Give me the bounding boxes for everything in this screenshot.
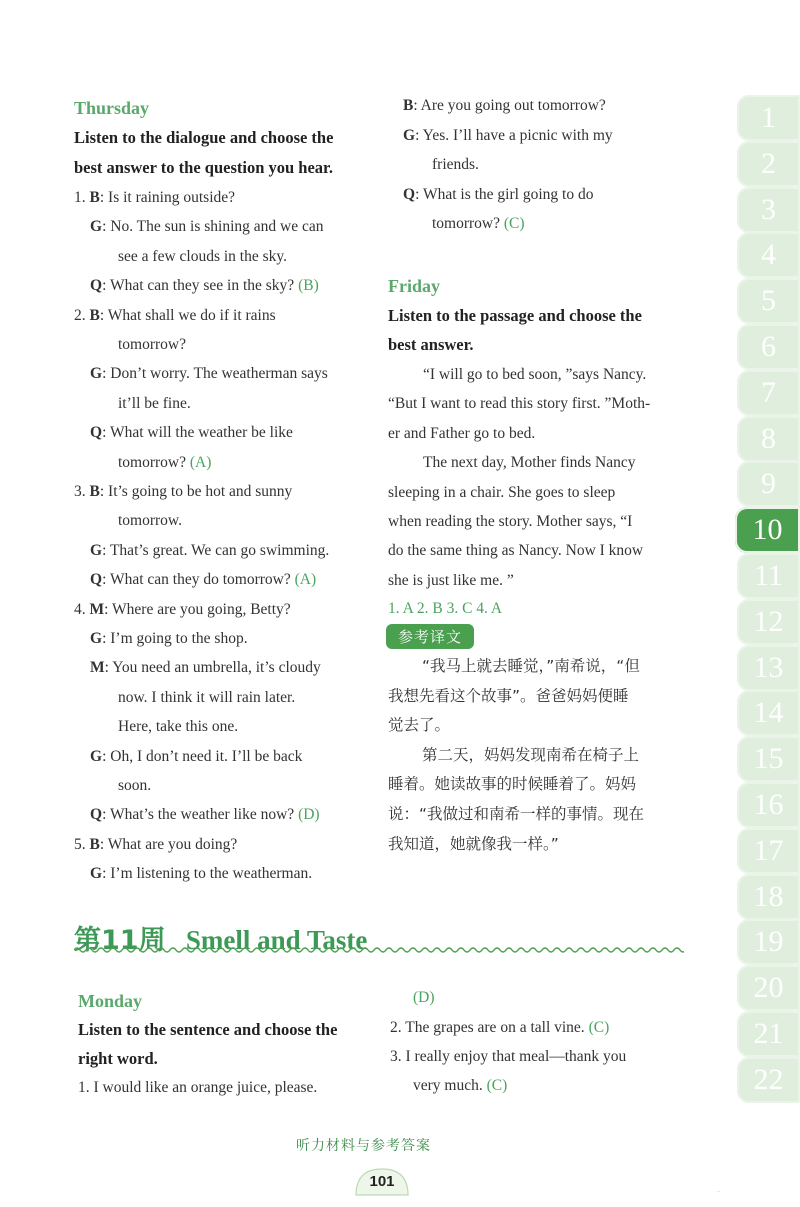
line-text: It’s going to be hot and sunny <box>108 483 293 500</box>
friday-instruction-1: Listen to the passage and choose the <box>388 306 642 325</box>
speaker-label: Q <box>90 806 103 824</box>
speaker-label: B <box>89 483 100 500</box>
line-text: That’s great. We can go swimming. <box>109 541 330 559</box>
dialogue-line: G: No. The sun is shining and we can <box>90 218 324 236</box>
dialogue-line <box>118 453 211 473</box>
line-text: Where are you going, Betty? <box>112 600 291 618</box>
speaker-label: G <box>90 218 103 236</box>
title-wave-divider <box>74 945 684 955</box>
week-tab-16[interactable]: 16 <box>737 782 800 828</box>
dialogue-line <box>432 155 479 175</box>
passage-line: “I will go to bed soon, ”says Nancy. <box>423 366 647 383</box>
dialogue-line: 1. B: Is it raining outside? <box>74 189 236 206</box>
week-tab-5[interactable]: 5 <box>737 278 800 324</box>
monday-item-2 <box>390 1018 609 1038</box>
dialogue-line <box>118 688 295 708</box>
passage-line: when reading the story. Mother says, “I <box>388 513 633 530</box>
line-text: What’s the weather like now? <box>109 806 295 824</box>
dialogue-line <box>118 776 151 796</box>
dialogue-line <box>118 394 191 414</box>
translation-line: 说：“我做过和南希一样的事情。现在 <box>388 805 645 823</box>
footer-title: 听力材料与参考答案 <box>296 1138 431 1154</box>
speaker-label: B <box>89 189 100 206</box>
week-number: 第11周 <box>74 925 166 956</box>
line-text: What is the girl going to do <box>422 185 594 203</box>
speaker-label: G <box>90 865 103 883</box>
line-text: see a few clouds in the sky. <box>118 247 288 265</box>
dialogue-line: G: Don’t worry. The weatherman says <box>90 365 328 383</box>
line-text: soon. <box>118 777 152 794</box>
dialogue-line: Q: What is the girl going to do <box>403 185 594 203</box>
line-text: What will the weather be like <box>109 424 293 442</box>
line-text: friends. <box>432 156 479 174</box>
dialogue-line: Q: What can they see in the sky? (B) <box>90 277 319 295</box>
line-text: Oh, I don’t need it. I’ll be back <box>110 747 303 765</box>
monday-heading: Monday <box>78 991 143 1011</box>
week-tab-11[interactable]: 11 <box>737 553 800 599</box>
week-tab-20[interactable]: 20 <box>737 965 800 1011</box>
week-tab-4[interactable]: 4 <box>737 232 800 278</box>
passage-line: The next day, Mother finds Nancy <box>423 454 636 472</box>
monday-item-3-answer: (C) <box>486 1077 508 1094</box>
speaker-label: Q <box>90 277 103 295</box>
week-tab-6[interactable]: 6 <box>737 324 800 370</box>
translation-line: 觉去了。 <box>388 716 451 735</box>
thursday-heading: Thursday <box>74 98 150 118</box>
dialogue-line <box>118 335 186 355</box>
monday-item-2-text: 2. The grapes are on a tall vine. <box>390 1019 585 1036</box>
speaker-label: B <box>89 306 100 324</box>
week-tab-7[interactable]: 7 <box>737 370 800 416</box>
week-tab-19[interactable]: 19 <box>737 919 800 965</box>
speaker-label: B <box>403 97 414 114</box>
week-tabs <box>737 95 800 1095</box>
dialogue-line <box>432 214 525 234</box>
line-text: No. The sun is shining and we can <box>110 218 324 236</box>
line-text: Are you going out tomorrow? <box>420 97 606 114</box>
dialogue-line: 3. B: It’s going to be hot and sunny <box>74 483 293 500</box>
line-text: I’m listening to the weatherman. <box>110 865 313 883</box>
week-topic: Smell and Taste <box>185 925 368 955</box>
monday-item-3-cont <box>413 1076 507 1096</box>
speaker-label: Q <box>90 424 103 442</box>
line-text: tomorrow? <box>118 336 187 353</box>
translation-line: 第二天，妈妈发现南希在椅子上 <box>422 745 640 764</box>
dialogue-line: Q: What’s the weather like now? (D) <box>90 806 320 824</box>
speaker-label: G <box>90 541 103 559</box>
week-tab-10[interactable]: 10 <box>735 507 800 553</box>
monday-item-3: 3. I really enjoy that meal—thank you <box>390 1048 627 1065</box>
week-tab-15[interactable]: 15 <box>737 736 800 782</box>
dialogue-line: G: I’m going to the shop. <box>90 630 248 647</box>
week-tab-8[interactable]: 8 <box>737 416 800 462</box>
line-text: now. I think it will rain later. <box>118 688 296 706</box>
dialogue-line: 5. B: What are you doing? <box>74 835 238 853</box>
thursday-instruction-2: best answer to the question you hear. <box>74 158 333 177</box>
answer: (B) <box>298 277 319 295</box>
speaker-label: Q <box>403 185 416 203</box>
line-text: Yes. I’ll have a picnic with my <box>422 126 613 144</box>
monday-item-3-text: very much. <box>413 1077 483 1094</box>
week-tab-18[interactable]: 18 <box>737 874 800 920</box>
line-text: You need an umbrella, it’s cloudy <box>112 659 321 677</box>
answer: (D) <box>298 806 320 824</box>
passage-line: do the same thing as Nancy. Now I know <box>388 542 644 560</box>
passage-line: “But I want to read this story first. ”Moth- <box>388 395 651 413</box>
page-number-text: 101 <box>369 1173 395 1190</box>
monday-instruction-1: Listen to the sentence and choose the <box>78 1020 338 1039</box>
week-tab-12[interactable]: 12 <box>737 599 800 645</box>
week-tab-14[interactable]: 14 <box>737 690 800 736</box>
friday-heading: Friday <box>388 276 440 296</box>
dialogue-line: G: Yes. I’ll have a picnic with my <box>403 126 613 144</box>
monday-item-1-answer: (D) <box>413 989 435 1006</box>
friday-answers: 1. A 2. B 3. C 4. A <box>388 600 503 617</box>
translation-label: 参考译文 <box>386 624 474 649</box>
dialogue-line <box>118 717 238 737</box>
dialogue-line <box>118 247 287 267</box>
passage-line: she is just like me. ” <box>388 571 514 589</box>
dialogue-line: 2. B: What shall we do if it rains <box>74 306 276 324</box>
week-tab-9[interactable]: 9 <box>737 461 800 507</box>
item-number: 3. <box>74 483 86 500</box>
week-tab-22[interactable]: 22 <box>737 1057 800 1103</box>
line-text: What can they see in the sky? <box>109 277 295 295</box>
speaker-label: G <box>403 126 416 144</box>
dialogue-line: B: Are you going out tomorrow? <box>403 97 606 114</box>
speaker-label: G <box>90 630 103 647</box>
page-number <box>352 1165 412 1199</box>
answer: (A) <box>294 571 317 589</box>
line-text: tomorrow? <box>118 453 187 471</box>
monday-item-2-answer: (C) <box>588 1019 610 1036</box>
thursday-instruction-1: Listen to the dialogue and choose the <box>74 128 334 147</box>
item-number: 2. <box>74 306 86 324</box>
week-tab-1[interactable]: 1 <box>737 95 800 141</box>
line-text: tomorrow? <box>432 215 501 233</box>
item-number: 1. <box>74 189 86 206</box>
speaker-label: G <box>90 365 103 383</box>
translation-line: 睡着。她读故事的时候睡着了。妈妈 <box>388 775 637 794</box>
corner-mark: ·· <box>717 1189 721 1195</box>
translation-line: 我想先看这个故事”。爸爸妈妈便睡 <box>388 686 629 705</box>
line-text: it’ll be fine. <box>118 394 191 412</box>
dialogue-line: Q: What will the weather be like <box>90 424 293 442</box>
speaker-label: Q <box>90 571 103 589</box>
item-number: 5. <box>74 835 86 853</box>
answer: (A) <box>189 453 212 471</box>
speaker-label: M <box>90 659 105 677</box>
line-text: I’m going to the shop. <box>110 630 248 647</box>
line-text: What shall we do if it rains <box>107 306 276 324</box>
speaker-label: M <box>89 600 105 618</box>
week-tab-17[interactable]: 17 <box>737 828 800 874</box>
translation-line: “我马上就去睡觉，”南希说，“但 <box>422 657 640 675</box>
dialogue-line: G: I’m listening to the weatherman. <box>90 865 313 883</box>
dialogue-line: M: You need an umbrella, it’s cloudy <box>90 659 321 677</box>
speaker-label: B <box>89 835 100 853</box>
passage-line: er and Father go to bed. <box>388 424 536 442</box>
answer: (C) <box>503 215 525 233</box>
line-text: Is it raining outside? <box>108 189 236 206</box>
item-number: 4. <box>74 600 86 618</box>
line-text: What are you doing? <box>107 835 238 853</box>
monday-instruction-2: right word. <box>78 1049 158 1068</box>
week-tab-3[interactable]: 3 <box>737 187 800 233</box>
line-text: What can they do tomorrow? <box>109 571 291 589</box>
translation-line: 我知道，她就像我一样。” <box>388 834 559 853</box>
dialogue-line <box>118 511 182 531</box>
week-tab-21[interactable]: 21 <box>737 1011 800 1057</box>
passage-line: sleeping in a chair. She goes to sleep <box>388 483 616 501</box>
line-text: tomorrow. <box>118 512 182 530</box>
dialogue-line: G: That’s great. We can go swimming. <box>90 541 330 559</box>
monday-item-1: 1. I would like an orange juice, please. <box>78 1079 318 1096</box>
week-tab-2[interactable]: 2 <box>737 141 800 187</box>
speaker-label: G <box>90 747 103 765</box>
line-text: Don’t worry. The weatherman says <box>110 365 328 383</box>
line-text: Here, take this one. <box>118 718 239 736</box>
dialogue-line: Q: What can they do tomorrow? (A) <box>90 571 317 589</box>
dialogue-line: G: Oh, I don’t need it. I’ll be back <box>90 747 303 765</box>
friday-instruction-2: best answer. <box>388 335 474 354</box>
dialogue-line: 4. M: Where are you going, Betty? <box>74 600 291 618</box>
week-tab-13[interactable]: 13 <box>737 645 800 691</box>
